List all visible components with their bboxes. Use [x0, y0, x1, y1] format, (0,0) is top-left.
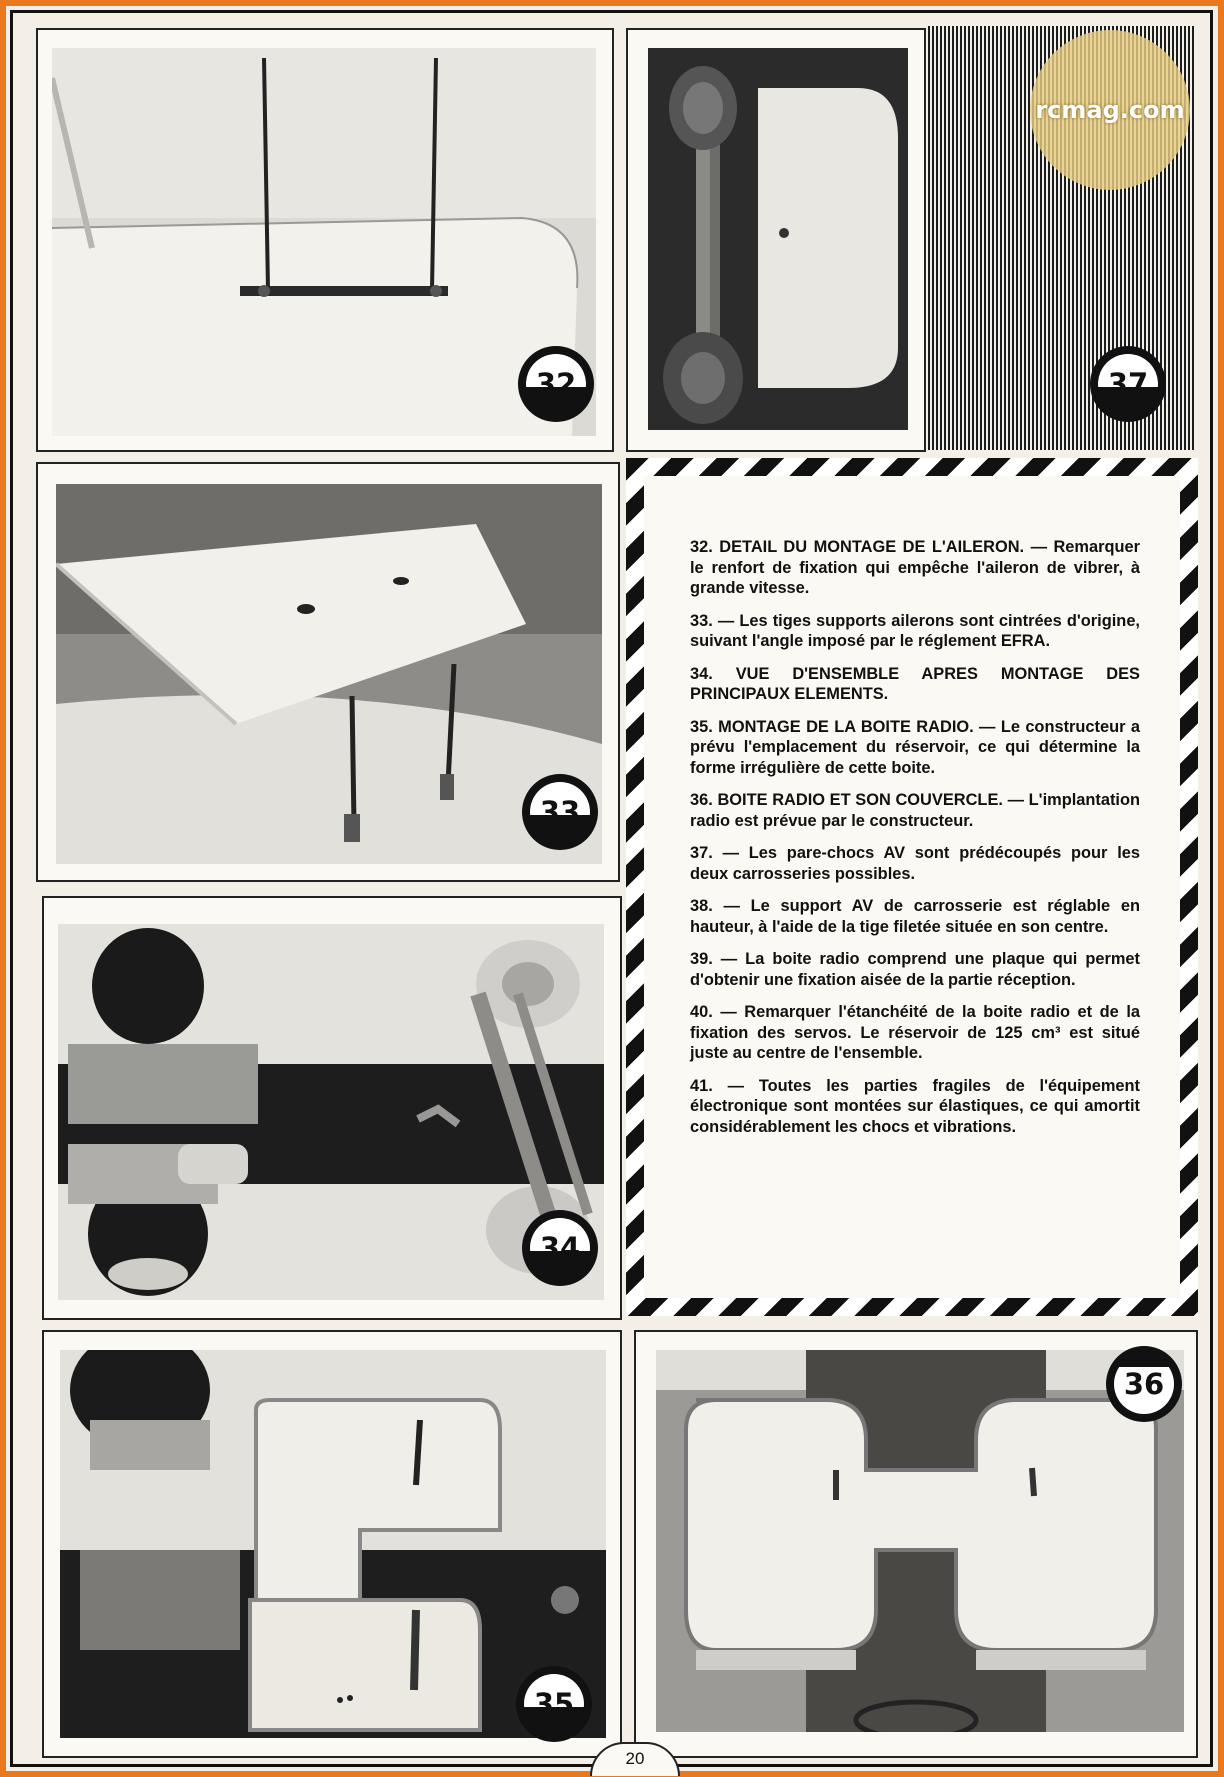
photo-36-radio-box-cover: [656, 1350, 1184, 1732]
photo-number-36: 36: [1114, 1354, 1174, 1414]
photo-37-front-bumper: [648, 48, 908, 430]
photo-number-badge-33: [522, 774, 598, 850]
caption-36: 36. BOITE RADIO ET SON COUVERCLE. — L'implantation radio est prévue par le constructeur.: [690, 791, 1140, 830]
photo-32-wing-mount: [52, 48, 596, 436]
photo-number-badge-32: [518, 346, 594, 422]
caption-38: 38. — Le support AV de carrosserie est réglable en hauteur, à l'aide de la tige filetée située en son centre.: [690, 897, 1140, 936]
photo-number-33: 33: [530, 782, 590, 842]
watermark-text: rcmag.com: [1035, 96, 1185, 124]
photo-number-37: 37: [1098, 354, 1158, 414]
caption-40: 40. — Remarquer l'étanchéité de la boite radio et de la fixation des servos. Le réservoir de 125 cm³ est situé juste au centre de l'ensemble.: [690, 1003, 1140, 1062]
caption-33: 33. — Les tiges supports ailerons sont cintrées d'origine, suivant l'angle imposé par le réglement EFRA.: [690, 611, 1140, 650]
photo-number-badge-35: [516, 1666, 592, 1742]
photo-number-badge-34: [522, 1210, 598, 1286]
photo-number-34: 34: [530, 1218, 590, 1278]
caption-41: 41. — Toutes les parties fragiles de l'équipement électronique sont montées sur élastiques, ce qui amortit considérablement les chocs et vibrations.: [690, 1076, 1140, 1136]
caption-39: 39. — La boite radio comprend une plaque qui permet d'obtenir une fixation aisée de la partie réception.: [690, 950, 1140, 989]
photo-number-32: 32: [526, 354, 586, 414]
caption-35: 35. MONTAGE DE LA BOITE RADIO. — Le constructeur a prévu l'emplacement du réservoir, ce qui détermine la forme irrégulière de cette boite.: [690, 717, 1140, 777]
page-number: 20: [590, 1742, 680, 1776]
caption-37: 37. — Les pare-chocs AV sont prédécoupés pour les deux carrosseries possibles.: [690, 844, 1140, 883]
caption-text-block: [690, 537, 1140, 1149]
rcmag-watermark-logo: [1030, 30, 1190, 190]
photo-number-badge-37: [1090, 346, 1166, 422]
photo-number-badge-36: [1106, 1346, 1182, 1422]
photo-33-wing-supports: [56, 484, 602, 864]
photo-number-35: 35: [524, 1674, 584, 1734]
caption-34: 34. VUE D'ENSEMBLE APRES MONTAGE DES PRINCIPAUX ELEMENTS.: [690, 664, 1140, 703]
caption-32: 32. DETAIL DU MONTAGE DE L'AILERON. — Remarquer le renfort de fixation qui empêche l'aileron de vibrer, à grande vitesse.: [690, 538, 1140, 597]
